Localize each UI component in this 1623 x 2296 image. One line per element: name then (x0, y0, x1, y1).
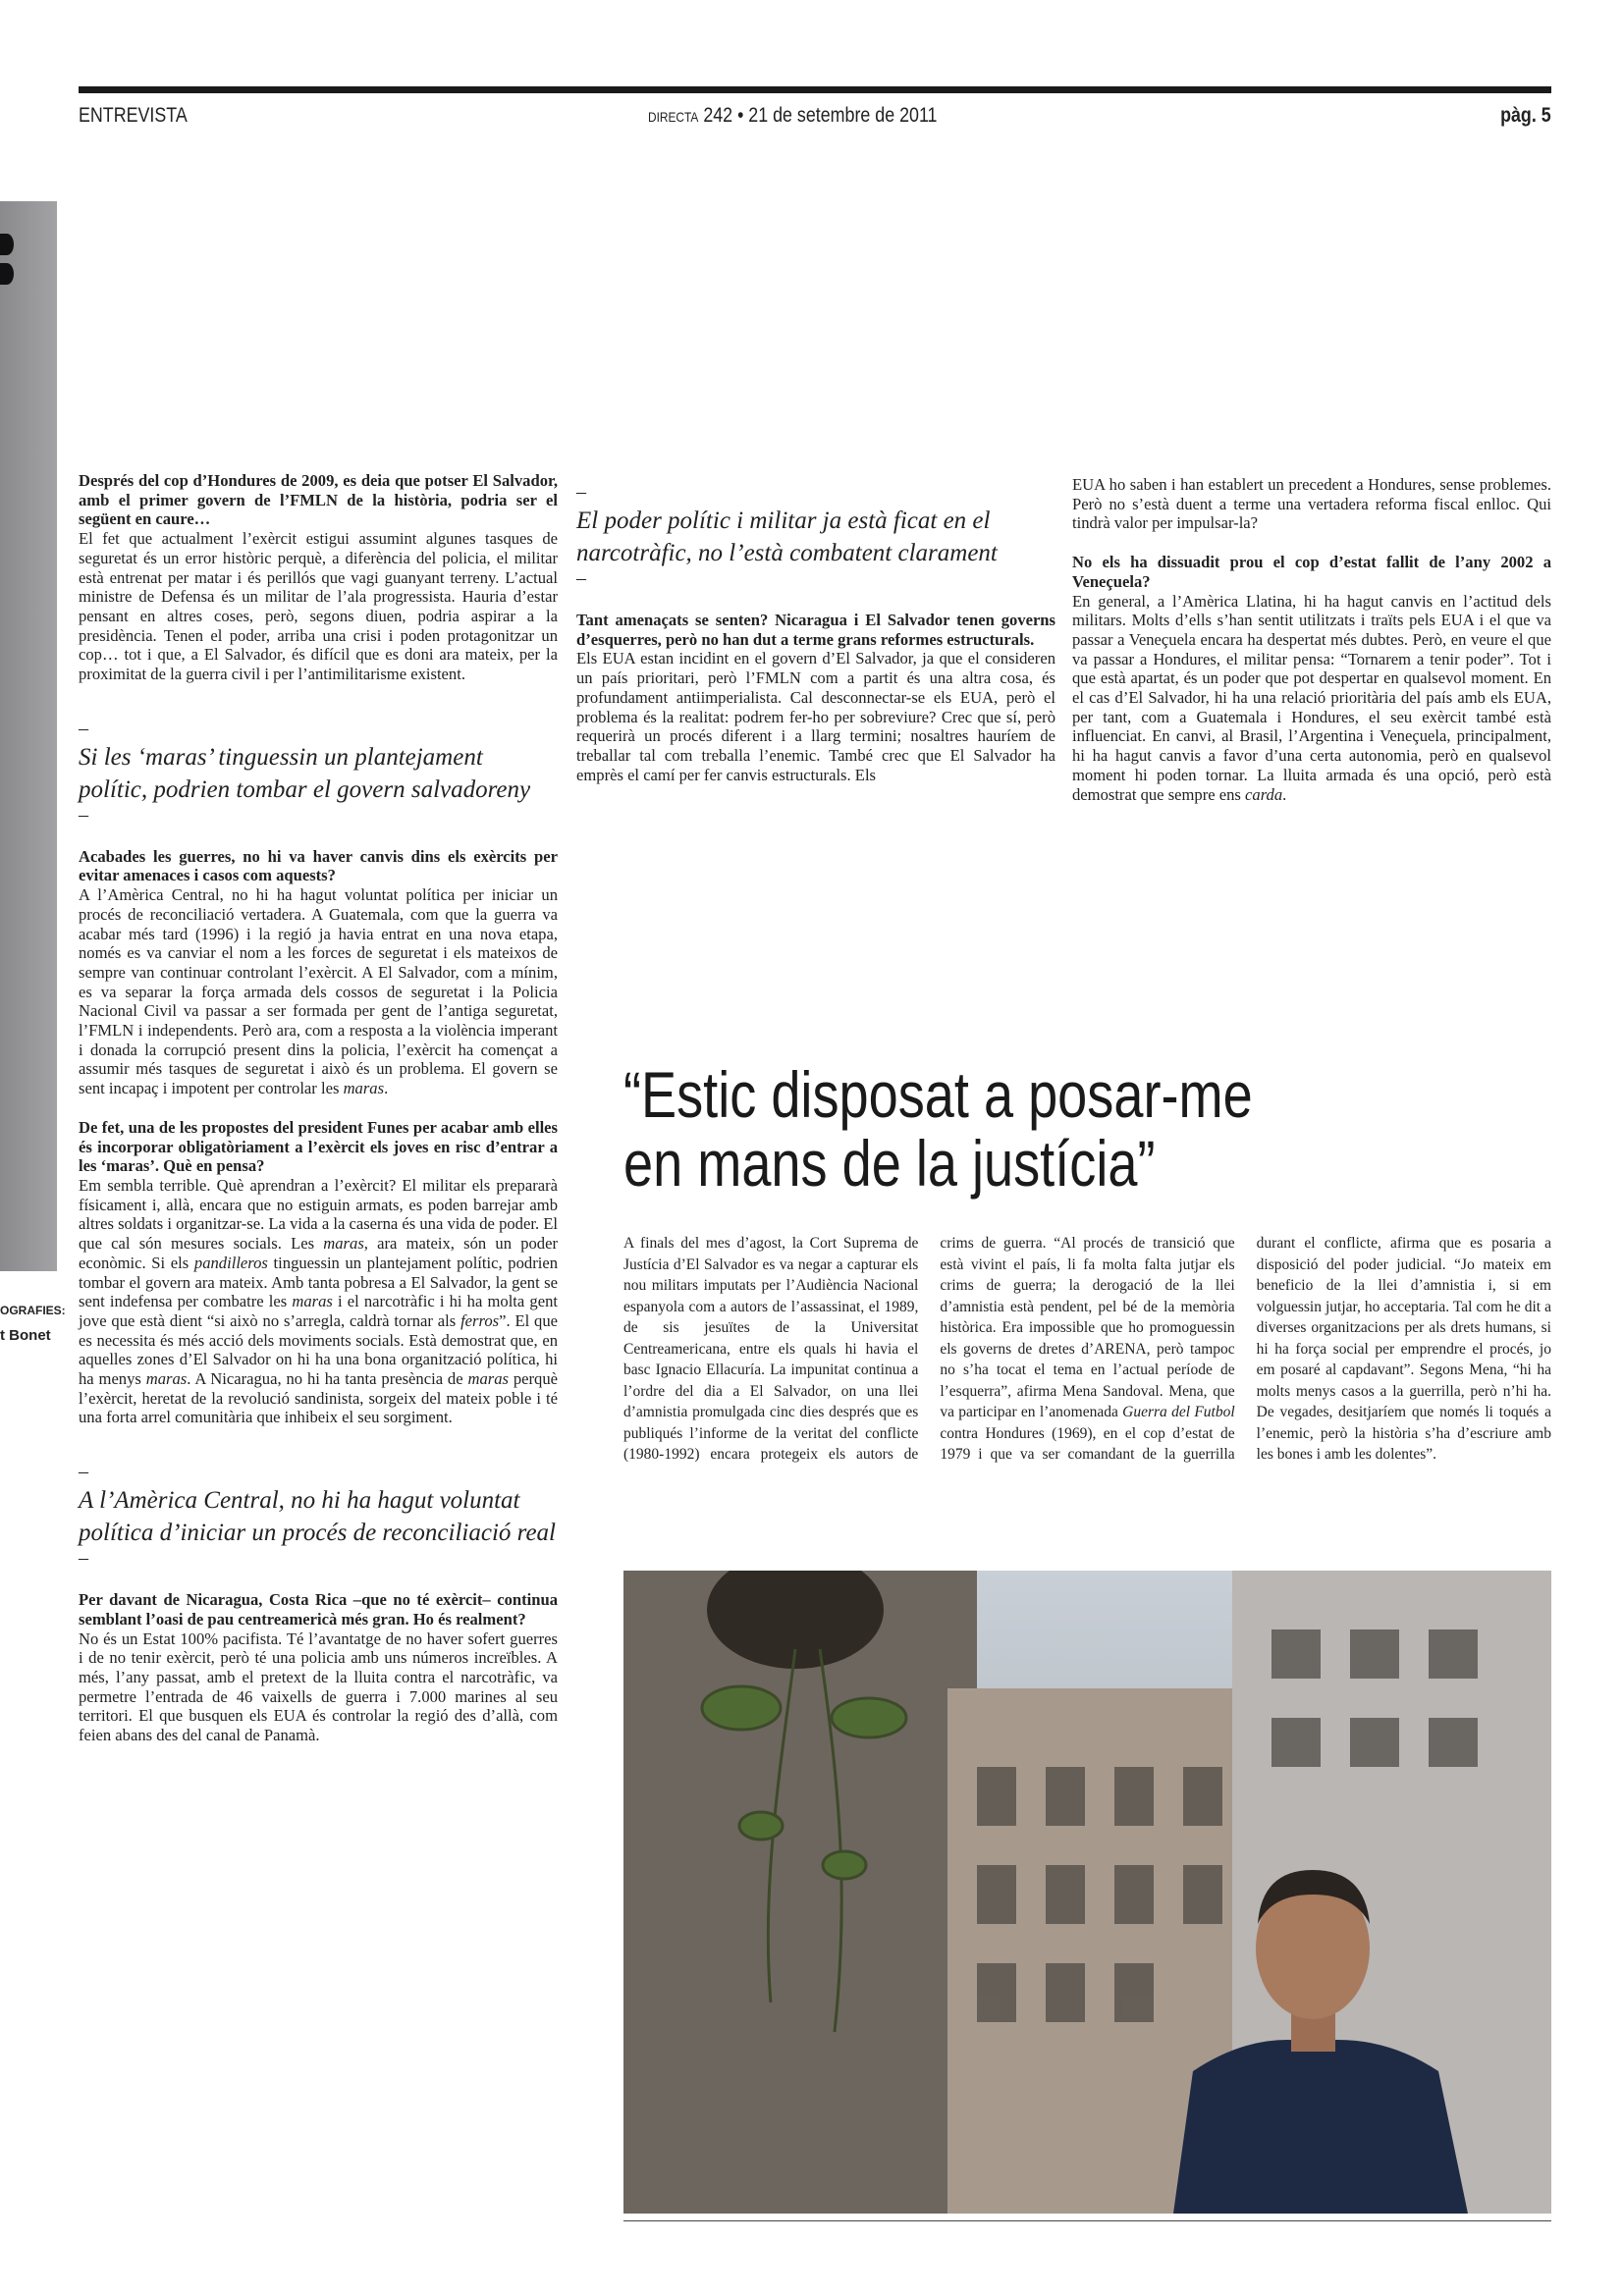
text-run: , ara mateix, són un poder econòmic. Si els (79, 1234, 558, 1272)
interview-answer (79, 1176, 558, 1427)
italic-text-run: carda (1245, 784, 1283, 804)
article-column-2 (576, 483, 1055, 784)
interview-answer (79, 885, 558, 1098)
article-column-3 (1072, 475, 1551, 804)
article-intro (623, 1233, 1551, 1466)
interview-question: Acabades les guerres, no hi va haver canvis dins els exèrcits per evitar amenaces i casos com aquests? (79, 846, 558, 885)
interview-question: De fet, una de les propostes del president Funes per acabar amb elles és incorporar obligatòriament a l’exèrcit els joves en risc d’entrar a les ‘maras’. Què en pensa? (79, 1117, 558, 1176)
adjacent-page-glyph (0, 263, 14, 285)
pullquote: A l’Amèrica Central, no hi ha hagut voluntat política d’iniciar un procés de reconciliació real (79, 1487, 556, 1547)
italic-text-run: maras (145, 1369, 188, 1389)
text-run: contra Hondures (1969), en el cop d’estat de 1979 i que va ser comandant de la guerrilla durant el conflicte, afirma que es posaria a disposició del poder judicial. “Jo mateix em beneficio de la llei d’amnistia i, si em volguessin jutjar, ho acceptaria. Tal com he dit a diverses organitzacions per als drets humans, si hi ha força social per emprendre el procés, jo em posaré al capdavant”. Segons Mena, “hi ha molts menys casos a la guerrilla, però n’hi ha. De vegades, desitjaríem que només li toqués a l’enemic, però la història s’ha d’escriure amb les bones i amb les dolentes”. (940, 1235, 1551, 1463)
text-run: . A Nicaragua, no hi ha tanta presència de (187, 1369, 468, 1389)
interview-question: Per davant de Nicaragua, Costa Rica –que no té exèrcit– continua semblant l’oasi de pau centreamericà més gran. Ho és realment? (79, 1590, 558, 1629)
interview-answer (1072, 475, 1551, 533)
photo-image (623, 1571, 1551, 2214)
text-run: perquè l’exèrcit, heretat de la revolució sandinista, sorgeix del mateix poble i té una forta arrel comunitària que inhibeix el seu sorgiment. (79, 1369, 558, 1427)
text-run: ”. El que es necessita és més acció dels moviments socials. Està demostrat que, en aquelles zones d’El Salvador on hi ha una bona organització política, hi ha menys (79, 1310, 558, 1389)
italic-text-run: ferros (460, 1310, 500, 1330)
text-run: Els EUA estan incidint en el govern d’El Salvador, ja que el consideren un país prioritari, però l’FMLN com a partit és una altra cosa, és profundament antiimperialista. Cal desconnectar-se els EUA, però el problema és la realitat: podrem fer-ho per sobreviure? Crec que sí, però requerirà un procés diferent i a llarg termini; nosaltres hauríem de treballar tal com treballa l’enemic. També crec que El Salvador ha emprès el camí per fer canvis estructurals. Els (576, 649, 1055, 784)
adjacent-page-photo-edge (0, 201, 57, 1271)
text-run: . (384, 1079, 389, 1098)
issue-date: 242 • 21 de setembre de 2011 (703, 104, 938, 127)
photo-credit-label: OGRAFIES: (0, 1304, 66, 1317)
text-run: Em sembla terrible. Què aprendran a l’exèrcit? El militar els prepararà físicament i, allà, encara que no estiguin armats, es poden barrejar amb altres soldats i organitzar-se. La vida a la caserna és una vida de poder. El que cal són mesures socials. Les (79, 1175, 558, 1254)
publication-name: DIRECTA (648, 109, 699, 125)
italic-text-run: Guerra del Futbol (1122, 1404, 1235, 1420)
interview-question: No els ha dissuadit prou el cop d’estat fallit de l’any 2002 a Veneçuela? (1072, 553, 1551, 591)
text-run: tinguessin un plantejament polític, podrien tombar el govern ara mateix. Amb tanta pobresa a El Salvador, la gent se sent indefensa per combatre les (79, 1253, 559, 1311)
text-run: EUA ho saben i han establert un precedent a Hondures, sense problemes. Però no s’està duent a terme una vertadera reforma fiscal enlloc. Qui tindrà valor per impulsar-la? (1072, 475, 1551, 533)
section-label: ENTREVISTA (79, 104, 188, 127)
text-run: A l’Amèrica Central, no hi ha hagut voluntat política per iniciar un procés de reconciliació vertadera. A Guatemala, com que la guerra va acabar més tard (1996) i la regió ja havia entrat en una nova etapa, només es va canviar el nom a les forces de seguretat i els mateixos de sempre van continuar controlant l’exèrcit. A El Salvador, com a mínim, es va separar la força armada dels cossos de seguretat i la Policia Nacional Civil va passar a ser formada per gent de l’antiga seguretat, l’FMLN i independents. Però ara, com a resposta a la violència imperant i donada la corrupció present dins la policia, l’exèrcit ha començat a assumir més tasques de seguretat i això és un problema. El govern se sent incapaç i impotent per controlar les (79, 885, 558, 1098)
interview-answer (576, 649, 1055, 784)
interview-answer (1072, 592, 1551, 805)
interviewee-photo (623, 1571, 1551, 2214)
italic-text-run: maras (343, 1079, 385, 1098)
text-run: i el narcotràfic i hi ha molta gent jove que està dient “si això no s’arregla, caldrà tornar als (79, 1292, 558, 1330)
pullquote-dash: – (79, 1547, 88, 1570)
headline-line: “Estic disposat a posar-me (623, 1058, 1253, 1131)
bottom-rule (623, 2220, 1551, 2221)
italic-text-run: maras (467, 1369, 509, 1389)
text-run: No és un Estat 100% pacifista. Té l’avantatge de no haver sofert guerres i de no tenir exèrcit, però té una policia amb uns números increïbles. A més, l’any passat, amb el pretext de la lluita contra el narcotràfic, va permetre l’entrada de 46 vaixells de guerra i 7.000 marines al seu territori. El que busquen els EUA és controlar la regió des d’allà, com feien abans des del canal de Panamà. (79, 1629, 558, 1745)
interview-question: Després del cop d’Hondures de 2009, es deia que potser El Salvador, amb el primer govern de l’FMLN de la història, podria ser el següent en caure… (79, 471, 558, 529)
pullquote-dash: – (576, 567, 586, 589)
italic-text-run: maras (292, 1292, 333, 1311)
italic-text-run: maras (323, 1234, 364, 1254)
interview-answer (79, 529, 558, 684)
photo-credit-name: t Bonet (0, 1327, 51, 1344)
issue-info (648, 104, 937, 128)
text-run: A finals del mes d’agost, la Cort Suprema de Justícia d’El Salvador es va negar a capturar els nou militars imputats per l’Audiència Nacional espanyola com a autors de l’assassinat, el 1989, de sis jesuïtes de la Universitat Centreamericana, entre els quals hi havia el basc Ignacio Ellacuría. La impunitat continua a l’ordre del dia a El Salvador, on una llei d’amnistia promulgada cinc dies després que es publiqués l’informe de la veritat del conflicte (1980-1992) encara protegeix els autors de crims de guerra. “Al procés de transició que està vivint el país, li fa molta falta jutjar els crims de guerra; la derogació de la llei d’amnistia està pendent, pel bé de la memòria històrica. Era impossible que ho promoguessin els governs de dretes d’ARENA, però tampoc no s’ha tocat el tema en l’actual període de l’esquerra”, afirma Mena Sandoval. Mena, que va participar en l’anomenada (623, 1235, 1235, 1463)
text-run: En general, a l’Amèrica Llatina, hi ha hagut canvis en l’actitud dels militars. Molts d’ells s’han sentit utilitzats i traïts pels EUA i el que va passar a Veneçuela encara ha despertat més dubtes. Però, en veure el que va passar a Hondures, el militar pensa: “Tornarem a tenir poder”. Tot i que està apartat, és un poder que pot despertar en qualsevol moment. En el cas d’El Salvador, hi ha una relació prioritària del país amb els EUA, per tant, com a Guatemala i Hondures, el seu exèrcit també està influenciat. En canvi, al Brasil, l’Argentina i Veneçuela, principalment, hi ha hagut canvis a favor d’una certa autonomia, però en qualsevol moment hi poden tornar. La lluita armada és una opció, però està demostrat que sempre ens (1072, 591, 1551, 804)
adjacent-page-glyph (0, 234, 14, 255)
pullquote-dash: – (79, 1461, 88, 1483)
page-number: pàg. 5 (1500, 104, 1551, 127)
interview-answer (79, 1629, 558, 1745)
italic-text-run: pandilleros (193, 1253, 268, 1272)
article-column-1 (79, 471, 558, 1745)
pullquote: El poder polític i militar ja està ficat en el narcotràfic, no l’està combatent clarament (576, 507, 998, 566)
pullquote-dash: – (79, 803, 88, 826)
pullquote-dash: – (576, 481, 586, 503)
pullquote: Si les ‘maras’ tinguessin un plantejament polític, podrien tombar el govern salvadoreny (79, 743, 531, 803)
text-run: . (1282, 784, 1287, 804)
text-run: El fet que actualment l’exèrcit estigui assumint algunes tasques de seguretat és un error històric perquè, a diferència del policia, el militar està entrenat per matar i és perillós que vagi guanyant terreny. L’actual ministre de Defensa és un militar de l’ala progressista. Hauria d’estar pensant en altres coses, però, segons diuen, podria aspirar a la presidència. Tenen el poder, arriba una crisi i poden protagonitzar un cop… tot i que, a El Salvador, és difícil que es doni ara mateix, per la proximitat de la guerra civil i per l’antimilitarisme existent. (79, 529, 558, 684)
header-rule (79, 86, 1551, 93)
headline-line: en mans de la justícia” (623, 1127, 1156, 1200)
article-headline (623, 1060, 1509, 1198)
pullquote-dash: – (79, 717, 88, 739)
interview-question: Tant amenaçats se senten? Nicaragua i El Salvador tenen governs d’esquerres, però no han dut a terme grans reformes estructurals. (576, 611, 1055, 649)
